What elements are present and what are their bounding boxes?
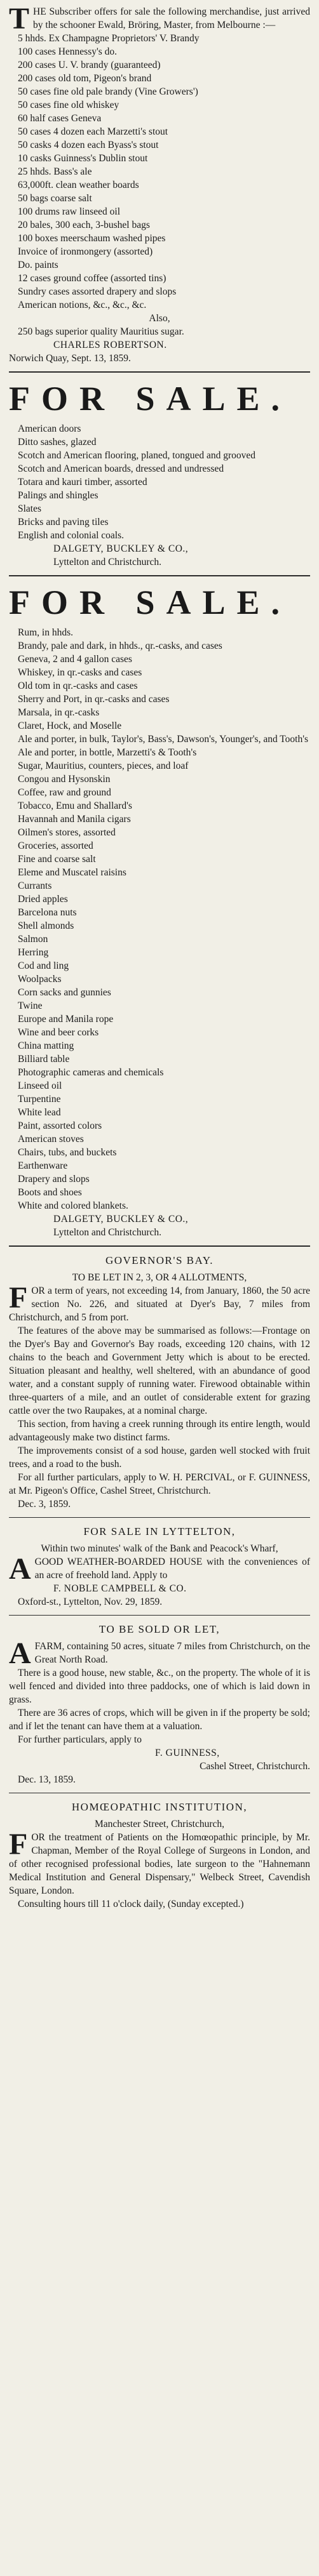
list-item: Marsala, in qr.-casks xyxy=(18,707,100,718)
list-item: Currants xyxy=(18,880,52,891)
advertisement-farm xyxy=(9,1622,310,1786)
list-item: 50 cases fine old whiskey xyxy=(18,100,119,110)
list-item: White lead xyxy=(18,1107,61,1118)
drop-cap: F xyxy=(9,1281,28,1315)
paragraph: The improvements consist of a sod house, garden well stocked with fruit trees, and a road to the bush. xyxy=(9,1445,310,1470)
list-item: 5 hhds. Ex Champagne Proprietors' V. Brandy xyxy=(18,33,200,44)
list-item: 10 casks Guinness's Dublin stout xyxy=(18,153,148,164)
list-item: Boots and shoes xyxy=(18,1187,82,1198)
list-item: 50 bags coarse salt xyxy=(18,193,92,204)
divider xyxy=(9,575,310,576)
list-item: Paint, assorted colors xyxy=(18,1120,102,1131)
list-item: 20 bales, 300 each, 3-bushel bags xyxy=(18,220,150,230)
paragraph: Consulting hours till 11 o'clock daily, (Sunday excepted.) xyxy=(18,1899,244,1909)
signature: F. GUINNESS, xyxy=(155,1748,220,1758)
for-sale-heading: FOR SALE. xyxy=(9,583,292,621)
list-item: Chairs, tubs, and buckets xyxy=(18,1147,117,1158)
list-item: Ale and porter, in bottle, Marzetti's & Tooth's xyxy=(18,747,197,758)
location: Cashel Street, Christchurch. xyxy=(200,1761,310,1772)
advertisement-for-sale-building xyxy=(9,379,310,569)
list-item: Rum, in hhds. xyxy=(18,627,73,638)
list-item: Scotch and American flooring, planed, tongued and grooved xyxy=(18,450,256,461)
ad-heading: GOVERNOR'S BAY. xyxy=(105,1254,214,1266)
list-item: Photographic cameras and chemicals xyxy=(18,1067,164,1078)
drop-cap: A xyxy=(9,1637,31,1670)
signature: F. NOBLE CAMPBELL & CO. xyxy=(53,1583,187,1594)
list-item: Scotch and American boards, dressed and undressed xyxy=(18,463,224,474)
paragraph: For further particulars, apply to xyxy=(18,1734,142,1745)
signature: DALGETY, BUCKLEY & CO., xyxy=(53,1214,189,1225)
list-item: Havannah and Manila cigars xyxy=(18,814,131,825)
advertisement-robertson xyxy=(9,2,310,365)
list-item: Turpentine xyxy=(18,1094,61,1105)
list-item: Wine and beer corks xyxy=(18,1027,99,1038)
list-item: Whiskey, in qr.-casks and cases xyxy=(18,667,142,678)
paragraph xyxy=(9,1637,310,1670)
paragraph xyxy=(9,1552,310,1586)
list-item: Invoice of ironmongery (assorted) xyxy=(18,246,153,257)
list-item: Twine xyxy=(18,1000,43,1011)
merchandise-list xyxy=(9,626,310,1212)
list-item: 100 drums raw linseed oil xyxy=(18,206,121,217)
advertisement-for-sale-merchandise xyxy=(9,583,310,1239)
list-item: Ditto sashes, glazed xyxy=(18,437,97,448)
list-item: Sugar, Mauritius, counters, pieces, and loaf xyxy=(18,760,189,771)
list-item: Oilmen's stores, assorted xyxy=(18,827,116,838)
drop-cap: F xyxy=(9,1828,28,1861)
list-item: Bricks and paving tiles xyxy=(18,517,109,528)
divider xyxy=(9,1245,310,1247)
for-sale-heading: FOR SALE. xyxy=(9,380,292,418)
list-item: American stoves xyxy=(18,1134,84,1145)
list-item: 25 hhds. Bass's ale xyxy=(18,166,92,177)
list-item: Slates xyxy=(18,503,42,514)
ad-heading: FOR SALE IN LYTTELTON, xyxy=(83,1525,236,1537)
ad-subheading: TO BE LET IN 2, 3, OR 4 ALLOTMENTS, xyxy=(72,1272,247,1283)
date: Dec. 3, 1859. xyxy=(18,1499,71,1510)
divider xyxy=(9,371,310,373)
paragraph xyxy=(9,1828,310,1897)
ad-heading: TO BE SOLD OR LET, xyxy=(98,1623,221,1635)
list-item: English and colonial coals. xyxy=(18,530,125,541)
list-item: 50 casks 4 dozen each Byass's stout xyxy=(18,140,159,150)
list-item: Linseed oil xyxy=(18,1080,62,1091)
list-item: American notions, &c., &c., &c. xyxy=(18,300,147,310)
list-item: 200 cases old tom, Pigeon's brand xyxy=(18,73,152,84)
also-item: 250 bags superior quality Mauritius sugar. xyxy=(18,326,184,337)
list-item: 100 cases Hennessy's do. xyxy=(18,46,118,57)
list-item: 50 cases 4 dozen each Marzetti's stout xyxy=(18,126,168,137)
list-item: Woolpacks xyxy=(18,974,62,985)
merchandise-list xyxy=(9,32,310,312)
paragraph: There is a good house, new stable, &c., on the property. The whole of it is well fenced and divided into three paddocks, one of which is laid down in grass. xyxy=(9,1668,310,1705)
divider xyxy=(9,1517,310,1518)
list-item: Brandy, pale and dark, in hhds., qr.-casks, and cases xyxy=(18,641,222,651)
list-item: 200 cases U. V. brandy (guaranteed) xyxy=(18,60,161,70)
paragraph-text: GOOD WEATHER-BOARDED HOUSE with the conveniences of an acre of freehold land. Apply to xyxy=(34,1557,310,1581)
advertisement-homoeopathic xyxy=(9,1800,310,1911)
list-item: Drapery and slops xyxy=(18,1174,90,1185)
location: Lyttelton and Christchurch. xyxy=(53,557,162,568)
paragraph-text: OR a term of years, not exceeding 14, from January, 1860, the 50 acre section No. 226, and situated at Dyer's Bay, 7 miles from Christchurch, and 5 from port. xyxy=(9,1285,310,1323)
list-item: Sherry and Port, in qr.-casks and cases xyxy=(18,694,170,705)
list-item: 50 cases fine old pale brandy (Vine Growers') xyxy=(18,86,198,97)
list-item: Coffee, raw and ground xyxy=(18,787,111,798)
list-item: Billiard table xyxy=(18,1054,70,1065)
location-date: Norwich Quay, Sept. 13, 1859. xyxy=(9,353,131,364)
list-item: Barcelona nuts xyxy=(18,907,77,918)
list-item: Herring xyxy=(18,947,49,958)
paragraph: There are 36 acres of crops, which will be given in if the property be sold; and if let the tenant can have them at a valuation. xyxy=(9,1708,310,1732)
paragraph: The features of the above may be summarised as follows:—Frontage on the Dyer's Bay and Governor's Bay roads, exceeding 120 chains, with 12 chains to the beach and Government Jetty which is about to be erected. Situation pleasant and healthy, well sheltered, with an abundance of good water, and a constant supply of running water. Firewood obtainable within three-quarters of a mile, and an outlet of considerable extent for grazing cattle over the two Raupakes, at a nominal charge. xyxy=(9,1325,310,1416)
list-item: Geneva, 2 and 4 gallon cases xyxy=(18,654,132,665)
location: Lyttelton and Christchurch. xyxy=(53,1227,162,1238)
list-item: Congou and Hysonskin xyxy=(18,774,111,785)
list-item: Fine and coarse salt xyxy=(18,854,96,865)
list-item: 12 cases ground coffee (assorted tins) xyxy=(18,273,166,284)
ad-heading: HOMŒOPATHIC INSTITUTION, xyxy=(71,1801,248,1813)
list-item: American doors xyxy=(18,423,81,434)
paragraph: For all further particulars, apply to W. H. PERCIVAL, or F. GUINNESS, at Mr. Pigeon's Office, Cashel Street, Christchurch. xyxy=(9,1472,310,1496)
divider xyxy=(9,1615,310,1616)
materials-list xyxy=(9,422,310,542)
signature: CHARLES ROBERTSON. xyxy=(53,340,167,350)
list-item: Europe and Manila rope xyxy=(18,1014,114,1025)
list-item: White and colored blankets. xyxy=(18,1200,128,1211)
paragraph: This section, from having a creek running through its entire length, would advantageously make two distinct farms. xyxy=(9,1419,310,1443)
paragraph-text: FARM, containing 50 acres, situate 7 miles from Christchurch, on the Great North Road. xyxy=(34,1641,310,1665)
list-item: Eleme and Muscatel raisins xyxy=(18,867,126,878)
list-item: 60 half cases Geneva xyxy=(18,113,102,124)
list-item: Cod and ling xyxy=(18,960,69,971)
location-date: Oxford-st., Lyttelton, Nov. 29, 1859. xyxy=(18,1597,163,1607)
signature: DALGETY, BUCKLEY & CO., xyxy=(53,543,189,554)
list-item: Shell almonds xyxy=(18,920,74,931)
list-item: Dried apples xyxy=(18,894,68,905)
list-item: Corn sacks and gunnies xyxy=(18,987,111,998)
list-item: Ale and porter, in bulk, Taylor's, Bass's, Dawson's, Younger's, and Tooth's xyxy=(18,734,309,745)
also-label: Also, xyxy=(149,313,170,324)
opening-text: HE Subscriber offers for sale the following merchandise, just arrived by the schooner Ewald, Bröring, Master, from Melbourne :— xyxy=(33,6,310,30)
date: Dec. 13, 1859. xyxy=(18,1774,76,1785)
list-item: Totara and kauri timber, assorted xyxy=(18,477,147,488)
ad-subheading: Manchester Street, Christchurch, xyxy=(94,1819,225,1829)
list-item: Earthenware xyxy=(18,1160,68,1171)
list-item: Sundry cases assorted drapery and slops xyxy=(18,286,177,297)
paragraph-text: OR the treatment of Patients on the Homœopathic principle, by Mr. Chapman, Member of the Royal College of Surgeons in London, and of other recognised professional bodies, late surgeon to the "Hahnemann Medical Institution and General Dispensary," Welbeck Street, Cavendish Square, London. xyxy=(9,1832,310,1896)
list-item: 100 boxes meerschaum washed pipes xyxy=(18,233,166,244)
paragraph xyxy=(9,1281,310,1324)
list-item: Tobacco, Emu and Shallard's xyxy=(18,800,132,811)
list-item: Old tom in qr.-casks and cases xyxy=(18,681,138,691)
list-item: Salmon xyxy=(18,934,48,945)
list-item: 63,000ft. clean weather boards xyxy=(18,180,139,190)
ad-opening-paragraph xyxy=(9,2,310,36)
drop-cap: T xyxy=(9,2,30,36)
list-item: China matting xyxy=(18,1040,74,1051)
ad-subheading: Within two minutes' walk of the Bank and Peacock's Wharf, xyxy=(41,1543,278,1554)
advertisement-lyttelton-house xyxy=(9,1524,310,1609)
list-item: Groceries, assorted xyxy=(18,840,93,851)
drop-cap: A xyxy=(9,1552,31,1586)
list-item: Claret, Hock, and Moselle xyxy=(18,720,122,731)
list-item: Do. paints xyxy=(18,260,58,270)
list-item: Palings and shingles xyxy=(18,490,98,501)
advertisement-governors-bay xyxy=(9,1253,310,1511)
